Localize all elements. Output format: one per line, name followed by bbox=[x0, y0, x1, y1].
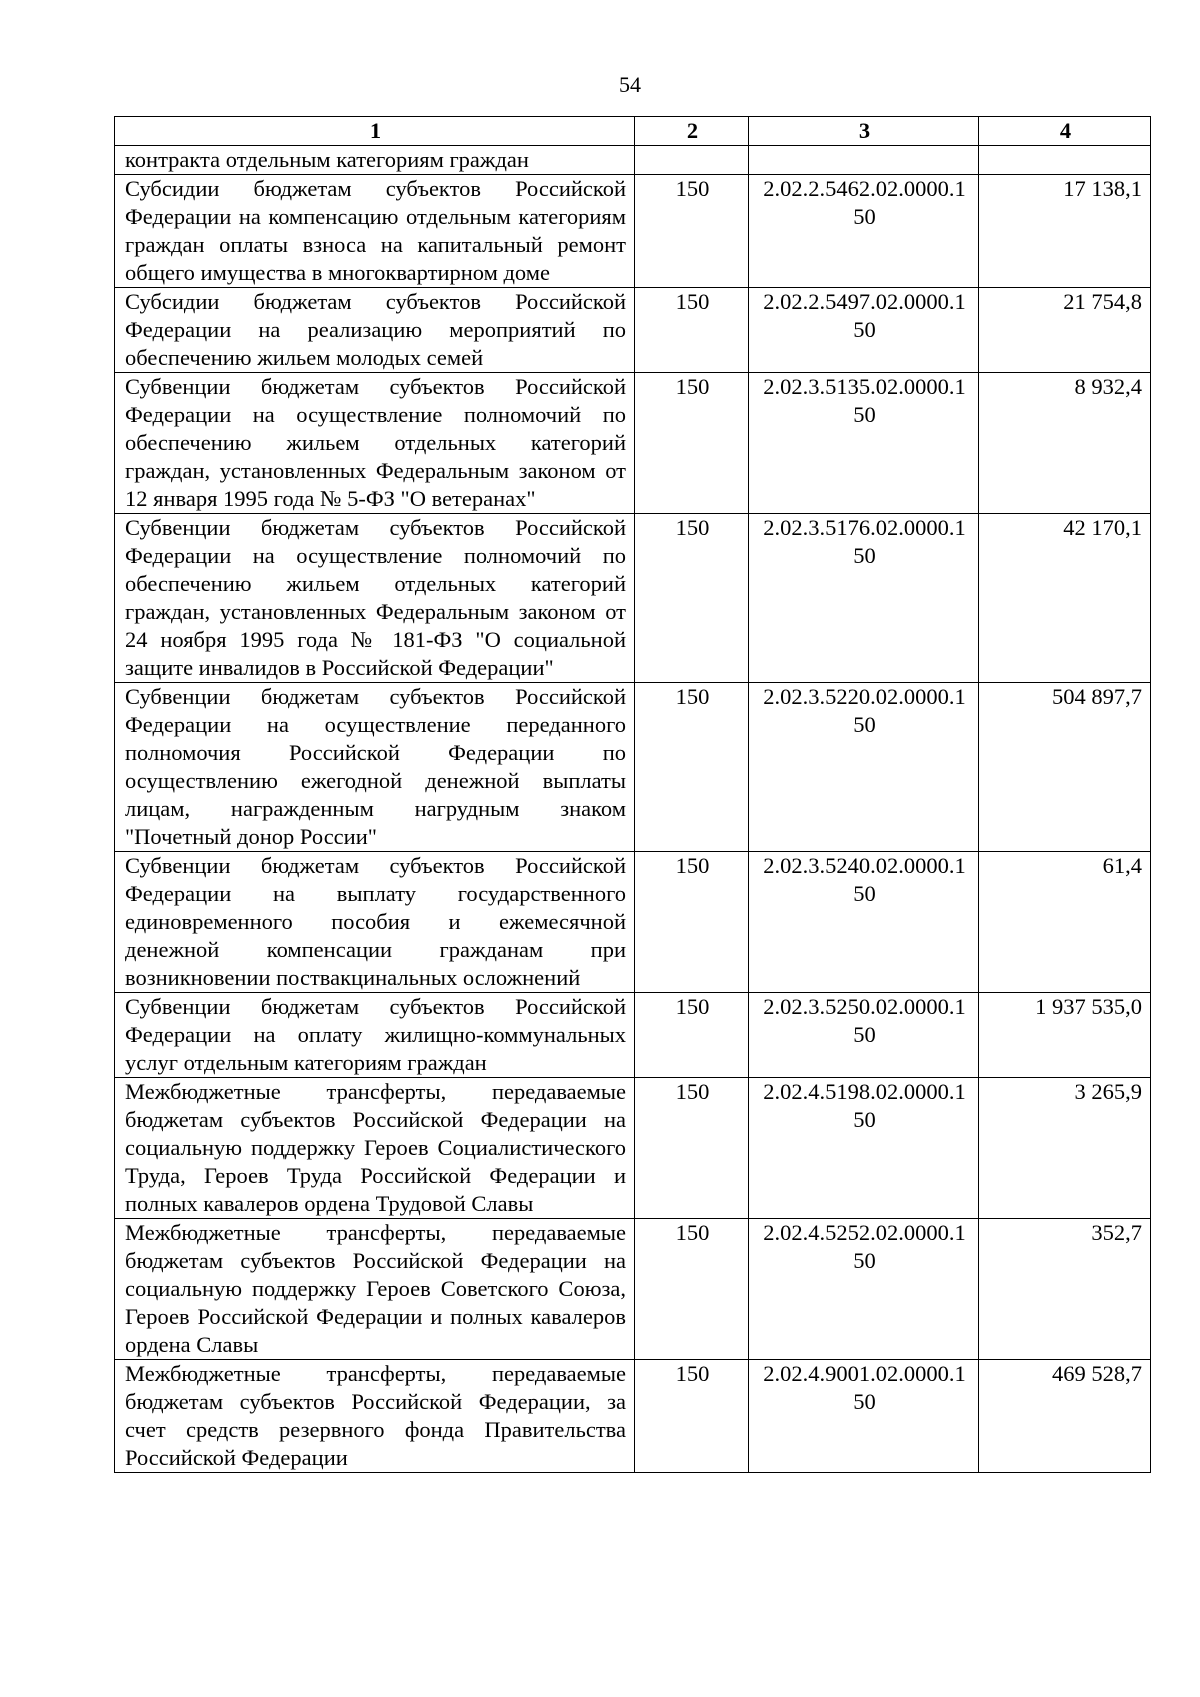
row-name: Субсидии бюджетам субъектов Российской Федерации на реализацию мероприятий по обеспечению жильем молодых семей bbox=[115, 288, 635, 373]
row-code: 150 bbox=[635, 683, 749, 852]
row-amount bbox=[979, 146, 1151, 175]
table-row bbox=[115, 1219, 1151, 1360]
row-code: 150 bbox=[635, 1078, 749, 1219]
row-name: Межбюджетные трансферты, передаваемые бюджетам субъектов Российской Федерации на социальную поддержку Героев Советского Союза, Героев Российской Федерации и полных кавалеров ордена Славы bbox=[115, 1219, 635, 1360]
row-name: Субвенции бюджетам субъектов Российской Федерации на осуществление полномочий по обеспечению жильем отдельных категорий граждан, установленных Федеральным законом от 24 ноября 1995 года № 181-ФЗ "О социальной защите инвалидов в Российской Федерации" bbox=[115, 514, 635, 683]
row-account bbox=[749, 146, 979, 175]
row-account: 2.02.3.5240.02.0000.150 bbox=[749, 852, 979, 993]
table-row bbox=[115, 146, 1151, 175]
header-row bbox=[115, 117, 1151, 146]
row-amount: 469 528,7 bbox=[979, 1360, 1151, 1473]
row-account: 2.02.4.9001.02.0000.150 bbox=[749, 1360, 979, 1473]
column-header-2: 2 bbox=[635, 117, 749, 146]
row-code: 150 bbox=[635, 1219, 749, 1360]
row-code: 150 bbox=[635, 993, 749, 1078]
row-code: 150 bbox=[635, 514, 749, 683]
column-header-3: 3 bbox=[749, 117, 979, 146]
table-row bbox=[115, 993, 1151, 1078]
table-row bbox=[115, 288, 1151, 373]
row-amount: 3 265,9 bbox=[979, 1078, 1151, 1219]
row-code: 150 bbox=[635, 288, 749, 373]
row-amount: 352,7 bbox=[979, 1219, 1151, 1360]
row-amount: 42 170,1 bbox=[979, 514, 1151, 683]
table-row bbox=[115, 175, 1151, 288]
row-account: 2.02.3.5250.02.0000.150 bbox=[749, 993, 979, 1078]
table-row bbox=[115, 373, 1151, 514]
page-number: 54 bbox=[619, 72, 641, 97]
row-name: контракта отдельным категориям граждан bbox=[115, 146, 635, 175]
row-code: 150 bbox=[635, 175, 749, 288]
row-amount: 1 937 535,0 bbox=[979, 993, 1151, 1078]
row-account: 2.02.2.5462.02.0000.150 bbox=[749, 175, 979, 288]
row-amount: 504 897,7 bbox=[979, 683, 1151, 852]
row-amount: 17 138,1 bbox=[979, 175, 1151, 288]
row-name: Субсидии бюджетам субъектов Российской Федерации на компенсацию отдельным категориям граждан оплаты взноса на капитальный ремонт общего имущества в многоквартирном доме bbox=[115, 175, 635, 288]
row-name: Субвенции бюджетам субъектов Российской Федерации на осуществление переданного полномочия Российской Федерации по осуществлению ежегодной денежной выплаты лицам, награжденным нагрудным знаком "Почетный донор России" bbox=[115, 683, 635, 852]
column-header-1: 1 bbox=[115, 117, 635, 146]
row-name: Межбюджетные трансферты, передаваемые бюджетам субъектов Российской Федерации на социальную поддержку Героев Социалистического Труда, Героев Труда Российской Федерации и полных кавалеров ордена Трудовой Славы bbox=[115, 1078, 635, 1219]
table-row bbox=[115, 852, 1151, 993]
table-row bbox=[115, 1360, 1151, 1473]
row-account: 2.02.3.5220.02.0000.150 bbox=[749, 683, 979, 852]
table-row bbox=[115, 683, 1151, 852]
row-amount: 8 932,4 bbox=[979, 373, 1151, 514]
row-account: 2.02.3.5135.02.0000.150 bbox=[749, 373, 979, 514]
column-header-4: 4 bbox=[979, 117, 1151, 146]
table-row bbox=[115, 514, 1151, 683]
row-account: 2.02.4.5198.02.0000.150 bbox=[749, 1078, 979, 1219]
row-account: 2.02.4.5252.02.0000.150 bbox=[749, 1219, 979, 1360]
row-account: 2.02.2.5497.02.0000.150 bbox=[749, 288, 979, 373]
table-row bbox=[115, 1078, 1151, 1219]
row-code: 150 bbox=[635, 1360, 749, 1473]
row-amount: 21 754,8 bbox=[979, 288, 1151, 373]
budget-table bbox=[114, 116, 1151, 1473]
row-code: 150 bbox=[635, 852, 749, 993]
row-name: Субвенции бюджетам субъектов Российской Федерации на осуществление полномочий по обеспечению жильем отдельных категорий граждан, установленных Федеральным законом от 12 января 1995 года № 5-ФЗ "О ветеранах" bbox=[115, 373, 635, 514]
row-account: 2.02.3.5176.02.0000.150 bbox=[749, 514, 979, 683]
row-amount: 61,4 bbox=[979, 852, 1151, 993]
row-code: 150 bbox=[635, 373, 749, 514]
row-name: Межбюджетные трансферты, передаваемые бюджетам субъектов Российской Федерации, за счет средств резервного фонда Правительства Российской Федерации bbox=[115, 1360, 635, 1473]
row-code bbox=[635, 146, 749, 175]
row-name: Субвенции бюджетам субъектов Российской Федерации на выплату государственного единовременного пособия и ежемесячной денежной компенсации гражданам при возникновении поствакцинальных осложнений bbox=[115, 852, 635, 993]
row-name: Субвенции бюджетам субъектов Российской Федерации на оплату жилищно-коммунальных услуг отдельным категориям граждан bbox=[115, 993, 635, 1078]
